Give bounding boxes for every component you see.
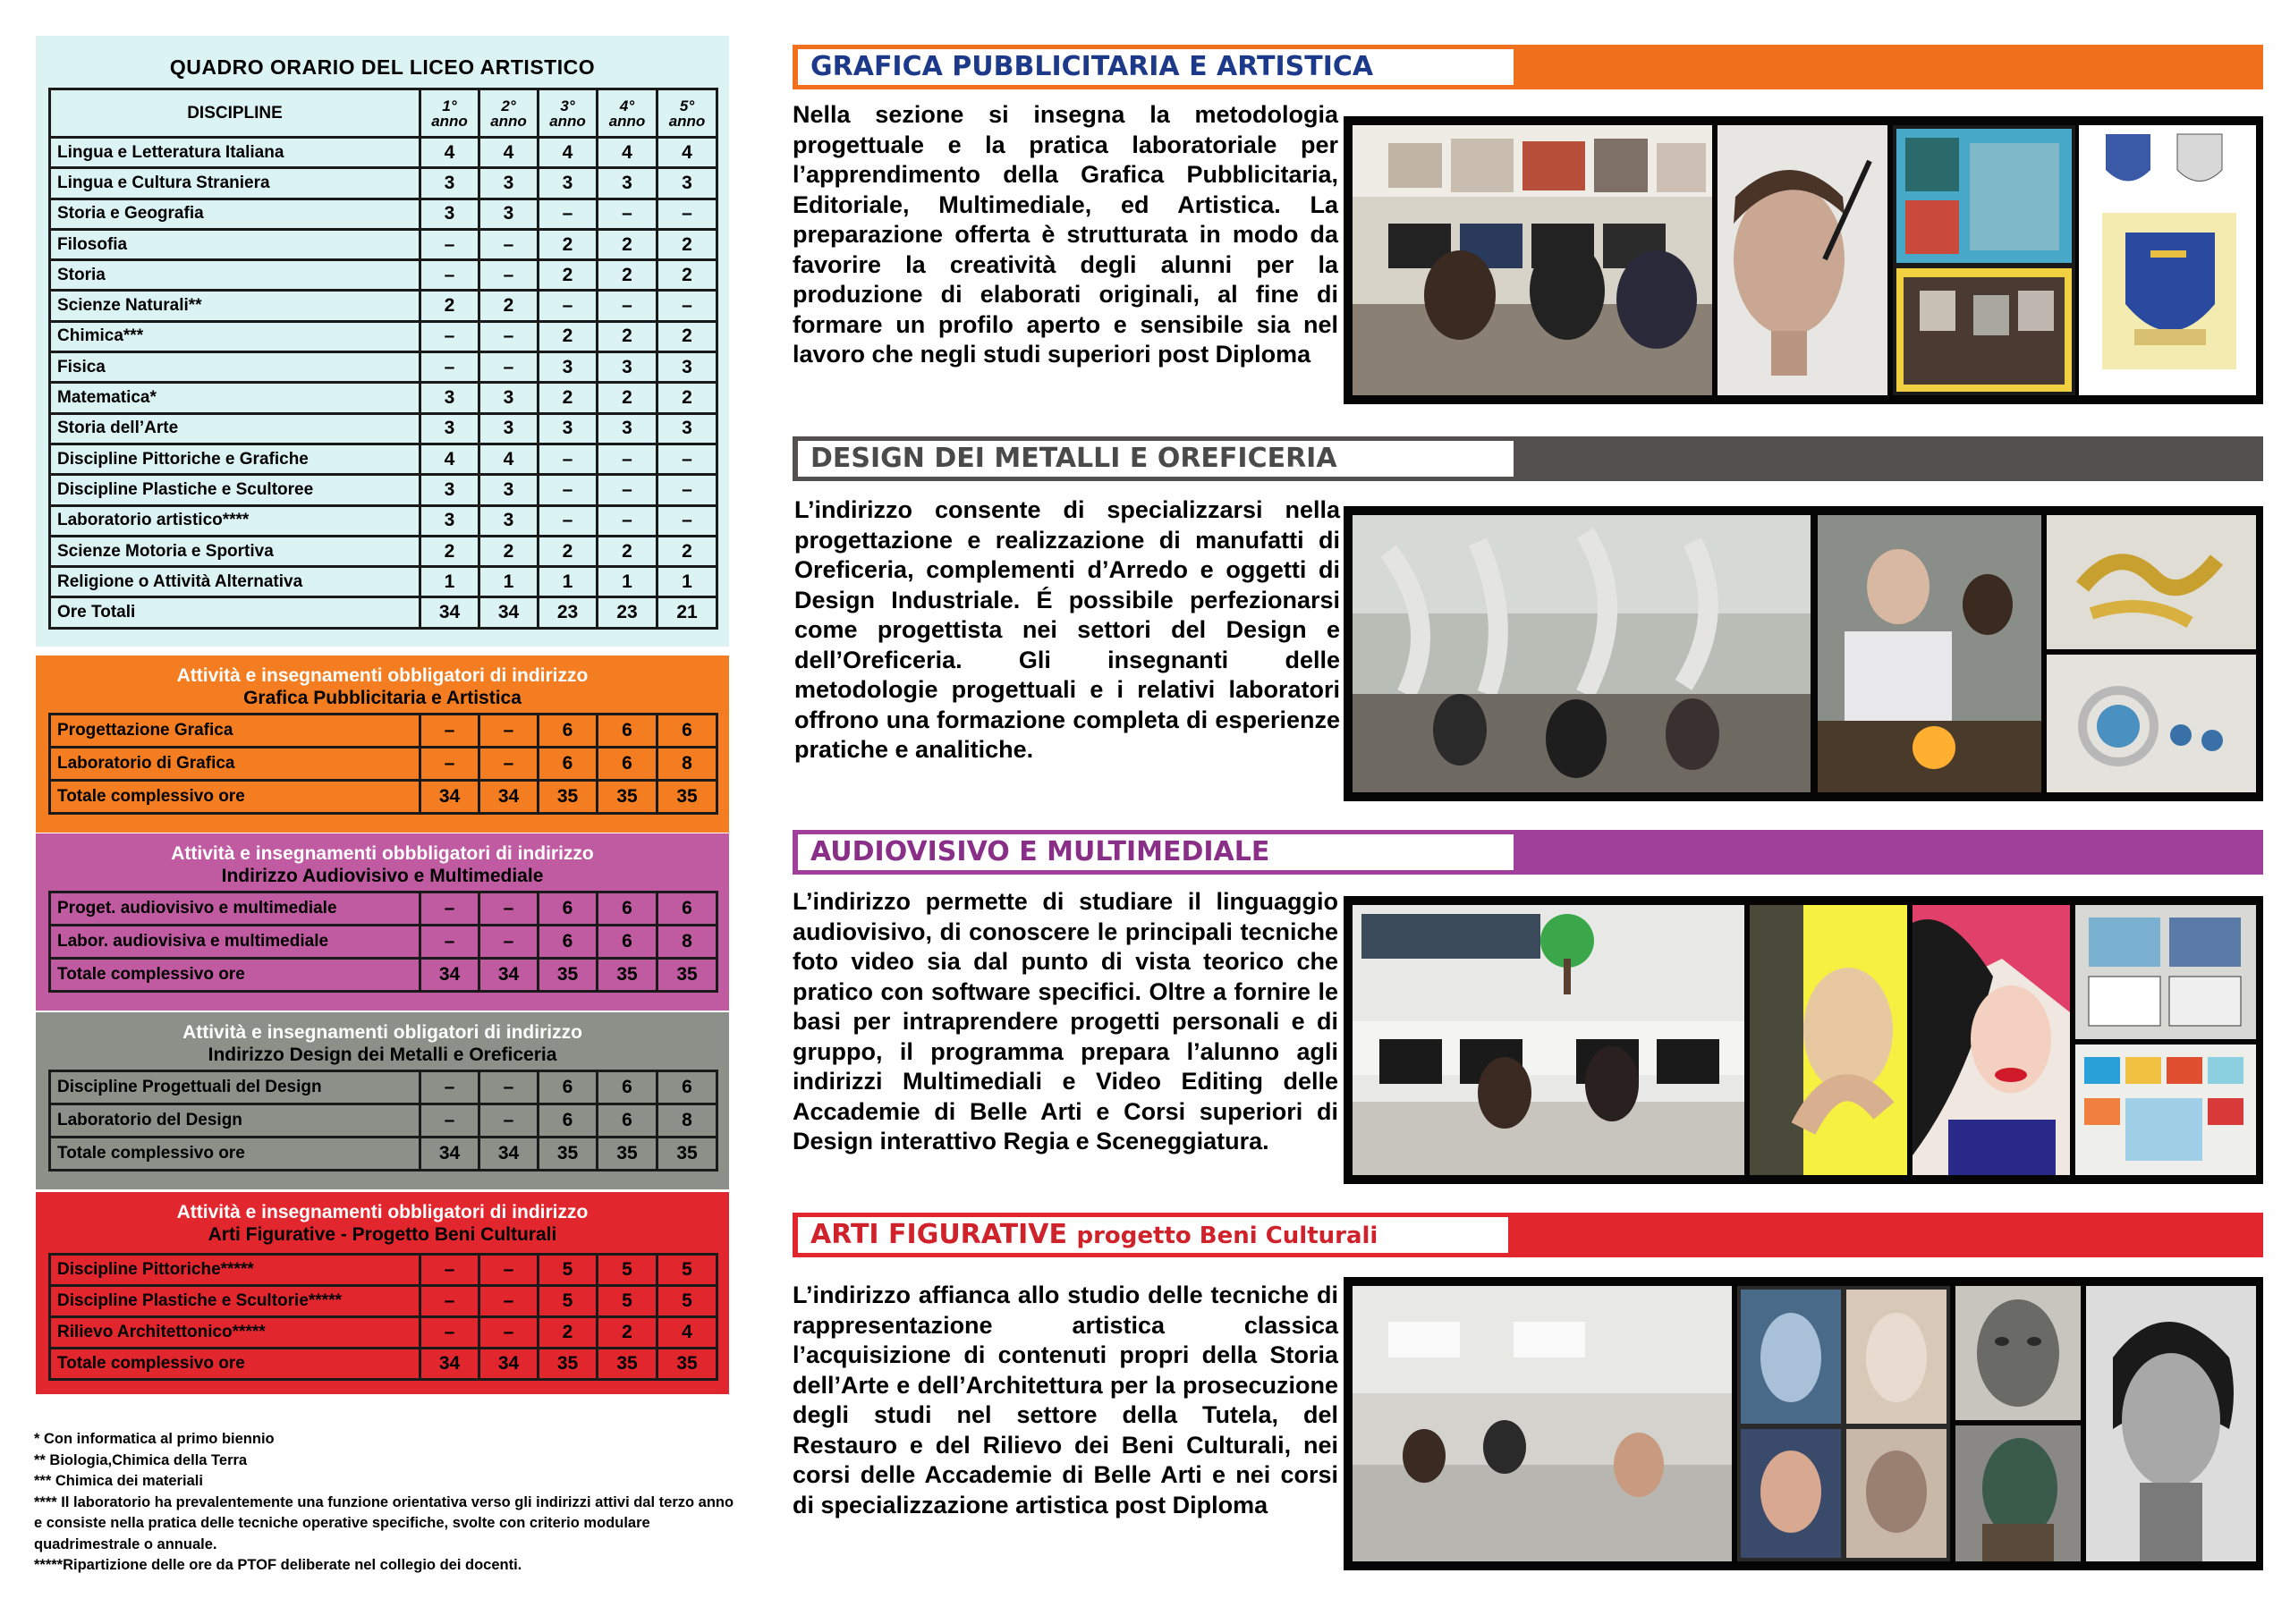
indirizzo-audiovisivo-panel [36,833,729,1011]
discipline-name: Proget. audiovisivo e multimediale [50,892,420,926]
hours-cell: – [539,475,598,505]
hours-cell: 6 [598,892,657,926]
table-row [50,260,717,291]
table-row [50,781,717,814]
hours-cell: 21 [657,597,717,628]
face-paintings-photo [1737,1286,1950,1561]
hours-cell: 2 [420,291,479,321]
indirizzo-table [48,891,718,993]
hours-cell: – [598,475,657,505]
table-row [50,926,717,959]
discipline-name: Filosofia [50,229,420,259]
hours-cell: 3 [539,168,598,199]
hours-cell: – [479,926,539,959]
portrait-drawing-photo [1718,125,1887,395]
life-drawing-class-photo [1353,1286,1732,1561]
hours-cell: 6 [539,926,598,959]
pop-art-photo [1750,905,1907,1175]
disciplines-header: DISCIPLINE [50,89,420,138]
indirizzo-name: Arti Figurative - Progetto Beni Culturali [208,1224,557,1245]
hours-cell: 35 [539,1138,598,1171]
table-row [50,229,717,259]
hours-cell: 5 [598,1255,657,1286]
discipline-name: Ore Totali [50,597,420,628]
section-description: L’indirizzo affianca allo studio delle tecniche di rappresentazione artistica classica l’acquisizione di contenuti propri della Storia dell’Arte e dell’Architettura per la prosecuzione degli studi nel settore della Tutela, del Restauro e del Rilievo dei Beni Culturali, nei corsi delle Accademie di Belle Arti e nei corsi di specializzazione artistica post Diploma [793,1281,1338,1518]
table-row [50,1071,717,1104]
hours-cell: 34 [479,597,539,628]
table-row [50,444,717,474]
hours-cell: 34 [479,959,539,992]
hours-cell: 3 [598,168,657,199]
discipline-name: Totale complessivo ore [50,781,420,814]
hours-cell: – [420,748,479,781]
table-row [50,352,717,383]
discipline-name: Religione o Attività Alternativa [50,567,420,597]
table-row [50,597,717,628]
discipline-name: Scienze Motoria e Sportiva [50,536,420,566]
hours-cell: 34 [479,1349,539,1380]
table-row [50,892,717,926]
hours-cell: – [598,199,657,229]
hours-cell: 6 [598,715,657,748]
indirizzo-design-panel [36,1012,729,1189]
discipline-name: Lingua e Letteratura Italiana [50,138,420,168]
hours-cell: – [657,505,717,536]
hours-cell: – [420,260,479,291]
hours-cell: 2 [657,383,717,413]
hours-cell: 2 [420,536,479,566]
hours-cell: – [598,444,657,474]
hours-cell: 34 [420,781,479,814]
indirizzo-arti-panel [36,1192,729,1394]
hours-cell: 6 [598,926,657,959]
hours-cell: 3 [479,383,539,413]
footnotes [34,1429,741,1577]
table-row [50,1317,717,1349]
section-title-main: ARTI FIGURATIVE [810,1219,1068,1250]
hours-cell: 1 [598,567,657,597]
hours-cell: 5 [657,1255,717,1286]
hours-cell: 35 [539,781,598,814]
hours-cell: 3 [479,199,539,229]
hours-cell: – [479,715,539,748]
hours-cell: – [420,715,479,748]
hours-cell: 4 [420,138,479,168]
hours-cell: 5 [657,1286,717,1317]
hours-cell: 8 [657,1104,717,1138]
hours-cell: 6 [598,748,657,781]
discipline-name: Laboratorio del Design [50,1104,420,1138]
hours-cell: 3 [420,383,479,413]
hours-cell: 3 [657,168,717,199]
hours-cell: – [539,444,598,474]
table-row [50,1255,717,1286]
hours-cell: – [420,892,479,926]
discipline-name: Totale complessivo ore [50,1138,420,1171]
hours-cell: – [657,199,717,229]
hours-cell: – [420,926,479,959]
storyboard-photo [2075,905,2256,1039]
hours-cell: 5 [539,1286,598,1317]
hours-cell: 3 [420,475,479,505]
schedule-title: QUADRO ORARIO DEL LICEO ARTISTICO [169,55,596,79]
hours-cell: 3 [479,413,539,444]
hours-cell: 2 [657,321,717,351]
hours-cell: 5 [539,1255,598,1286]
photo-collage [1344,1277,2263,1570]
photo-collage [1344,896,2263,1184]
clay-sculpture-photo [1955,1425,2081,1561]
hours-cell: 35 [598,1138,657,1171]
section-title: AUDIOVISIVO E MULTIMEDIALE [798,834,1514,870]
footnote: **** Il laboratorio ha prevalentemente una funzione orientativa verso gli indirizzi attivi dal terzo anno e consiste nella pratica delle tecniche operative specifiche, svolte con criterio modulare quadrimestrale o annuale. [34,1493,734,1552]
table-row [50,715,717,748]
section-description: L’indirizzo permette di studiare il linguaggio audiovisivo, di conoscere le principali tecniche foto video sia dal punto di vista teorico che pratico con software specifici. Oltre a fornire le basi per intraprendere progetti personali e di gruppo, il programma prepara l’alunno agli indirizzi Multimediali e Video Editing delle Accademie di Belle Arti e Corsi superiori di Design interattivo Regia e Sceneggiatura. [793,888,1338,1155]
hours-cell: 8 [657,926,717,959]
table-row [50,959,717,992]
discipline-name: Labor. audiovisiva e multimediale [50,926,420,959]
hours-cell: – [479,260,539,291]
discipline-name: Storia [50,260,420,291]
hours-cell: – [657,475,717,505]
hours-cell: 35 [539,959,598,992]
hours-cell: 1 [479,567,539,597]
schedule-panel [36,36,729,647]
hours-cell: – [479,1104,539,1138]
hours-cell: – [479,352,539,383]
hours-cell: 1 [539,567,598,597]
color-study-photo [2075,1045,2256,1175]
hours-cell: 5 [598,1286,657,1317]
computer-lab-photo [1353,125,1712,395]
table-row [50,1349,717,1380]
indirizzo-heading: Attività e insegnamenti obbligatori di indirizzo [176,1202,589,1222]
hours-cell: 34 [420,959,479,992]
hours-cell: 6 [598,1071,657,1104]
hours-cell: – [420,321,479,351]
indirizzo-heading: Attività e insegnamenti obligatori di indirizzo [182,1022,582,1043]
jewelry-lab-photo [1353,515,1811,792]
hours-cell: 3 [598,352,657,383]
charcoal-portrait-photo [2086,1286,2256,1561]
hours-cell: 6 [539,1104,598,1138]
hours-cell: 35 [598,959,657,992]
footnote: ** Biologia,Chimica della Terra [34,1451,248,1468]
hours-cell: 2 [657,536,717,566]
coat-of-arms-photo [2079,125,2256,395]
hours-cell: – [479,1255,539,1286]
hours-cell: – [479,1286,539,1317]
hours-cell: 2 [598,260,657,291]
hours-cell: 2 [657,229,717,259]
indirizzo-name: Indirizzo Audiovisivo e Multimediale [221,866,544,886]
hours-cell: 4 [539,138,598,168]
indirizzo-table [48,1253,718,1381]
indirizzo-heading: Attività e insegnamenti obbbligatori di indirizzo [171,843,594,864]
hours-cell: 2 [539,383,598,413]
hours-cell: 35 [657,959,717,992]
silver-eye-jewel-photo [2047,655,2256,792]
hours-cell: – [420,352,479,383]
hours-cell: 6 [657,1071,717,1104]
photo-collage [1344,116,2263,404]
section-title: GRAFICA PUBBLICITARIA E ARTISTICA [798,49,1514,85]
table-row [50,321,717,351]
discipline-name: Rilievo Architettonico***** [50,1317,420,1349]
year-header: 1° anno [420,89,479,138]
schedule-header-row [50,89,717,138]
hours-cell: – [479,229,539,259]
hours-cell: 2 [479,291,539,321]
table-row [50,567,717,597]
hours-cell: 2 [598,1317,657,1349]
hours-cell: 6 [539,715,598,748]
hours-cell: – [598,505,657,536]
hours-cell: 4 [657,1317,717,1349]
table-row [50,168,717,199]
discipline-name: Laboratorio artistico**** [50,505,420,536]
footnote: *****Ripartizione delle ore da PTOF deliberate nel collegio dei docenti. [34,1557,522,1573]
photo-collage [1344,506,2263,801]
discipline-name: Fisica [50,352,420,383]
year-header: 4° anno [598,89,657,138]
indirizzo-name: Indirizzo Design dei Metalli e Oreficeria [208,1045,557,1065]
hours-cell: 3 [479,505,539,536]
discipline-name: Matematica* [50,383,420,413]
table-row [50,383,717,413]
section-description: Nella sezione si insegna la metodologia progettuale e la pratica laboratoriale per l’apprendimento della Grafica Pubblicitaria, Editoriale, Multimediale, ed Artistica. La preparazione offerta è strutturata in modo da favorire la creatività degli alunni per la produzione di elaborati originali, al fine di formare un profilo aperto e sensibile sia nel lavoro che negli studi superiori post Diploma [793,101,1338,368]
table-row [50,748,717,781]
section-title [798,1217,1508,1253]
hours-cell: – [420,1071,479,1104]
hours-cell: 6 [657,715,717,748]
hours-cell: 34 [479,1138,539,1171]
table-row [50,138,717,168]
hours-cell: 35 [598,781,657,814]
indirizzo-table [48,1070,718,1171]
discipline-name: Chimica*** [50,321,420,351]
hours-cell: 3 [479,168,539,199]
discipline-name: Discipline Progettuali del Design [50,1071,420,1104]
footnote: * Con informatica al primo biennio [34,1431,275,1447]
hours-cell: 2 [539,321,598,351]
hours-cell: – [479,1317,539,1349]
hours-cell: 4 [657,138,717,168]
hours-cell: 4 [479,444,539,474]
hours-cell: 3 [420,413,479,444]
indirizzo-name: Grafica Pubblicitaria e Artistica [243,688,522,708]
year-header: 3° anno [539,89,598,138]
hours-cell: 2 [539,1317,598,1349]
comic-face-photo [1913,905,2070,1175]
hours-cell: 4 [420,444,479,474]
gold-snake-ring-photo [2047,515,2256,649]
section-header-bar [793,830,2263,875]
hours-cell: – [539,199,598,229]
table-row [50,536,717,566]
hours-cell: – [479,321,539,351]
hours-cell: 3 [420,199,479,229]
hours-cell: 34 [479,781,539,814]
discipline-name: Totale complessivo ore [50,1349,420,1380]
discipline-name: Discipline Plastiche e Scultoree [50,475,420,505]
discipline-name: Lingua e Cultura Straniera [50,168,420,199]
discipline-name: Discipline Pittoriche e Grafiche [50,444,420,474]
section-subtitle: progetto Beni Culturali [1076,1222,1378,1249]
hours-cell: – [479,748,539,781]
poster-collage-photo [1893,125,2075,395]
hours-cell: 3 [598,413,657,444]
discipline-name: Storia e Geografia [50,199,420,229]
hours-cell: – [657,291,717,321]
schedule-table [48,88,718,630]
hours-cell: – [420,1104,479,1138]
table-row [50,475,717,505]
hours-cell: 3 [657,352,717,383]
hours-cell: 3 [539,413,598,444]
discipline-name: Discipline Pittoriche***** [50,1255,420,1286]
hours-cell: 23 [598,597,657,628]
hours-cell: 35 [539,1349,598,1380]
hours-cell: 2 [598,536,657,566]
multimedia-lab-photo [1353,905,1744,1175]
hours-cell: 1 [657,567,717,597]
hours-cell: 2 [657,260,717,291]
hours-cell: 35 [657,1349,717,1380]
hours-cell: 2 [539,260,598,291]
year-header: 2° anno [479,89,539,138]
hours-cell: – [420,1286,479,1317]
hours-cell: – [479,1071,539,1104]
hours-cell: 34 [420,597,479,628]
hours-cell: – [479,892,539,926]
section-header-bar [793,1213,2263,1257]
hours-cell: 2 [479,536,539,566]
hours-cell: 2 [598,229,657,259]
hours-cell: 23 [539,597,598,628]
discipline-name: Totale complessivo ore [50,959,420,992]
hours-cell: – [420,1317,479,1349]
hours-cell: – [420,229,479,259]
section-description: L’indirizzo consente di specializzarsi nella progettazione e realizzazione di manufatti di Oreficeria, complementi d’Arredo e oggetti di Design Industriale. É possibile perfezionarsi come progettista nei settori del Design e dell’Oreficeria. Gli insegnanti delle metodologie progettuali e i relativi laboratori offrono una formazione completa di esperienze pratiche e analitiche. [794,496,1340,763]
table-row [50,1104,717,1138]
hours-cell: 35 [657,1138,717,1171]
hours-cell: 6 [539,748,598,781]
hours-cell: 6 [598,1104,657,1138]
hours-cell: 2 [539,229,598,259]
hours-cell: 3 [420,505,479,536]
discipline-name: Progettazione Grafica [50,715,420,748]
discipline-name: Scienze Naturali** [50,291,420,321]
hours-cell: 3 [420,168,479,199]
hours-cell: 2 [598,383,657,413]
table-row [50,291,717,321]
discipline-name: Discipline Plastiche e Scultorie***** [50,1286,420,1317]
section-header-bar [793,436,2263,481]
hours-cell: 6 [657,892,717,926]
hours-cell: 3 [657,413,717,444]
sculpture-mask-photo [1955,1286,2081,1420]
hours-cell: 6 [539,892,598,926]
table-row [50,505,717,536]
hours-cell: 2 [598,321,657,351]
table-row [50,1138,717,1171]
hours-cell: 1 [420,567,479,597]
hours-cell: 34 [420,1349,479,1380]
hours-cell: 6 [539,1071,598,1104]
hours-cell: 2 [539,536,598,566]
hours-cell: 35 [598,1349,657,1380]
goldsmith-teacher-photo [1818,515,2041,792]
indirizzo-grafica-panel [36,656,729,833]
hours-cell: 4 [479,138,539,168]
hours-cell: 35 [657,781,717,814]
discipline-name: Laboratorio di Grafica [50,748,420,781]
hours-cell: – [420,1255,479,1286]
table-row [50,199,717,229]
hours-cell: – [598,291,657,321]
hours-cell: 8 [657,748,717,781]
section-title: DESIGN DEI METALLI E OREFICERIA [798,441,1514,477]
hours-cell: 34 [420,1138,479,1171]
indirizzo-table [48,713,718,815]
table-row [50,413,717,444]
year-header: 5° anno [657,89,717,138]
table-row [50,1286,717,1317]
section-header-bar [793,45,2263,89]
hours-cell: 3 [479,475,539,505]
hours-cell: – [657,444,717,474]
hours-cell: – [539,505,598,536]
hours-cell: – [539,291,598,321]
hours-cell: 4 [598,138,657,168]
discipline-name: Storia dell’Arte [50,413,420,444]
indirizzo-heading: Attività e insegnamenti obbligatori di indirizzo [176,665,589,686]
footnote: *** Chimica dei materiali [34,1473,203,1489]
hours-cell: 3 [539,352,598,383]
